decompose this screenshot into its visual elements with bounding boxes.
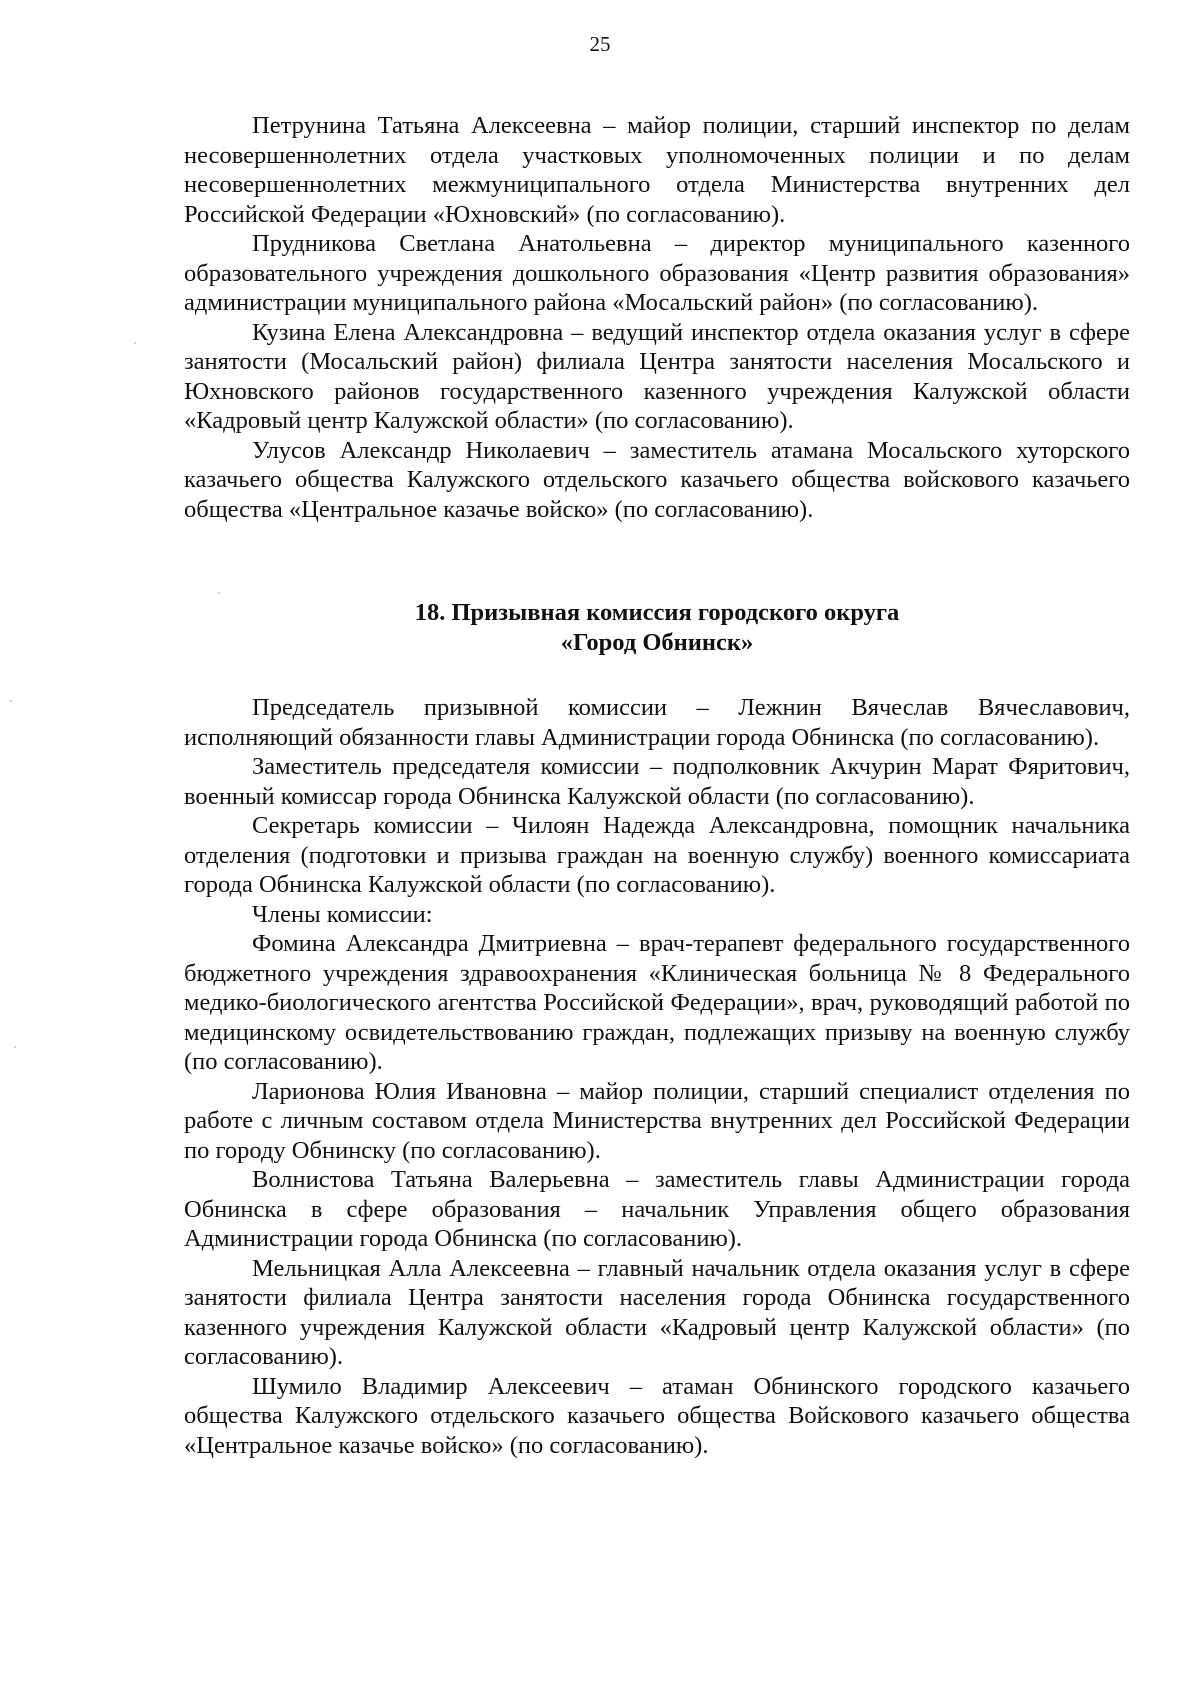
scan-speck (10, 700, 12, 702)
section-heading (184, 598, 1130, 658)
page-number: 25 (589, 32, 611, 56)
paragraph-chairman: Председатель призывной комиссии – Лежнин Вячеслав Вячеславович, исполняющий обязанности главы Администрации города Обнинска (по согласованию). (184, 694, 1130, 751)
scan-speck (14, 1046, 16, 1048)
commission-composition (184, 693, 1130, 1460)
members-label: Члены комиссии: (252, 900, 433, 928)
paragraph-petrunina: Петрунина Татьяна Алексеевна – майор полиции, старший инспектор по делам несовершеннолетних отдела участковых уполномоченных полиции и по делам несовершеннолетних межмуниципального отдела Министерства внутренних дел Российской Федерации «Юхновский» (по согласованию). (184, 112, 1130, 228)
section-heading-line1: 18. Призывная комиссия городского округа (414, 599, 900, 626)
scan-speck (134, 342, 136, 344)
paragraph-volnistova: Волнистова Татьяна Валерьевна – заместитель главы Администрации города Обнинска в сфере образования – начальник Управления общего образования Администрации города Обнинска (по согласованию). (184, 1166, 1130, 1252)
paragraph-kuzina: Кузина Елена Александровна – ведущий инспектор отдела оказания услуг в сфере занятости (Мосальский район) филиала Центра занятости населения Мосальского и Юхновского районов государственного казенного учреждения Калужской области «Кадровый центр Калужской области» (по согласованию). (184, 318, 1130, 434)
paragraph-deputy: Заместитель председателя комиссии – подполковник Акчурин Марат Фяритович, военный комиссар города Обнинска Калужской области (по согласованию). (184, 753, 1130, 810)
paragraph-ulusov: Улусов Александр Николаевич – заместитель атамана Мосальского хуторского казачьего общества Калужского отдельского казачьего общества войскового казачьего общества «Центральное казачье войско» (по согласованию). (184, 436, 1130, 523)
paragraph-prudnikova: Прудникова Светлана Анатольевна – директор муниципального казенного образовательного учреждения дошкольного образования «Центр развития образования» администрации муниципального района «Мосальский район» (по согласованию). (184, 230, 1130, 316)
paragraph-shumilo: Шумило Владимир Алексеевич – атаман Обнинского городского казачьего общества Калужского отдельского казачьего общества Войскового казачьего общества «Центральное казачье войско» (по согласованию). (184, 1372, 1130, 1459)
paragraph-secretary: Секретарь комиссии – Чилоян Надежда Александровна, помощник начальника отделения (подготовки и призыва граждан на военную службу) военного комиссариата города Обнинска Калужской области (по согласованию). (184, 812, 1130, 898)
paragraph-fomina: Фомина Александра Дмитриевна – врач-терапевт федерального государственного бюджетного учреждения здравоохранения «Клиническая больница № 8 Федерального медико-биологического агентства Российской Федерации», врач, руководящий работой по медицинскому освидетельствованию граждан, подлежащих призыву на военную службу (по согласованию). (184, 930, 1130, 1075)
scan-speck (218, 592, 220, 594)
paragraph-melnitskaya: Мельницкая Алла Алексеевна – главный начальник отдела оказания услуг в сфере занятости филиала Центра занятости населения города Обнинска государственного казенного учреждения Калужской области «Кадровый центр Калужской области» (по согласованию). (184, 1254, 1130, 1370)
paragraph-larionova: Ларионова Юлия Ивановна – майор полиции, старший специалист отделения по работе с личным составом отдела Министерства внутренних дел Российской Федерации по городу Обнинску (по согласованию). (184, 1077, 1130, 1164)
top-paragraphs (184, 111, 1130, 524)
section-heading-line2: «Город Обнинск» (560, 629, 754, 656)
